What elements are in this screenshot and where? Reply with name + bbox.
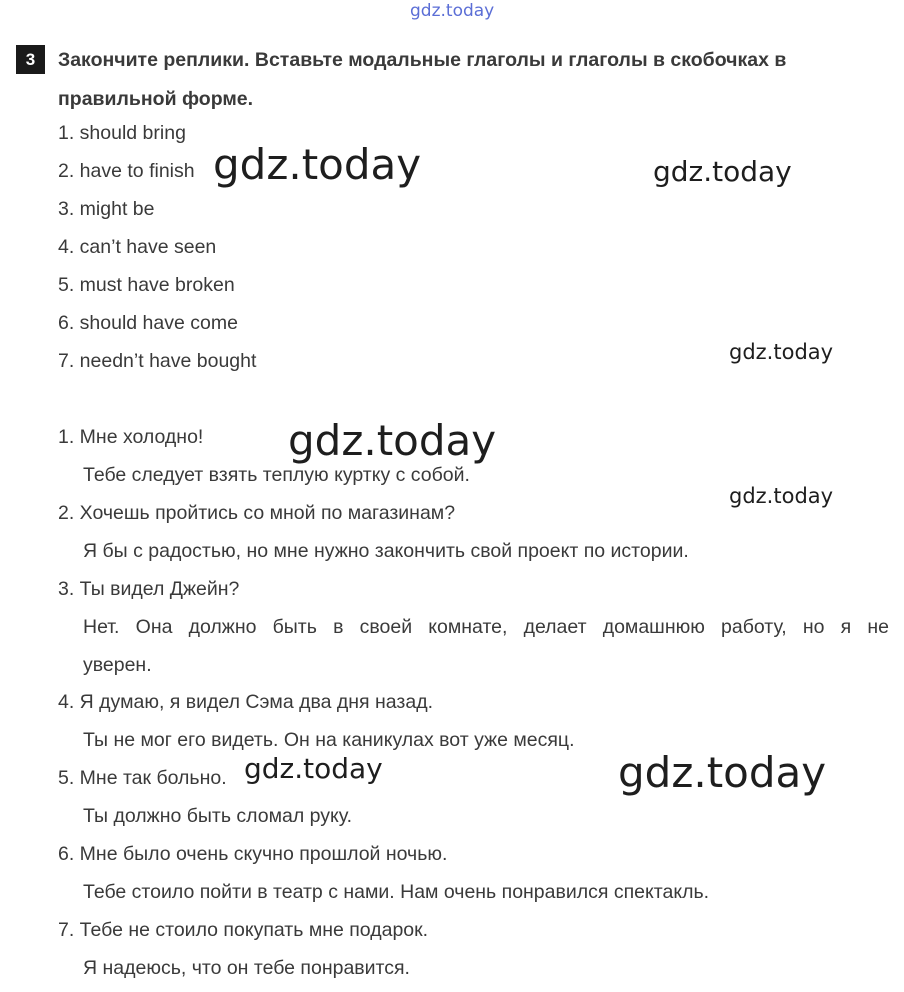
dialogue-question: 5. Мне так больно. [58,767,227,789]
answer-item: 2. have to finish [58,160,195,182]
dialogue-question: 2. Хочешь пройтись со мной по магазинам? [58,502,456,524]
dialogue-answer: Тебе стоило пойти в театр с нами. Нам очень понравился спектакль. [83,881,710,903]
watermark: gdz.today [729,484,834,508]
dialogue-answer-continued: уверен. [83,654,152,676]
dialogue-question: 1. Мне холодно! [58,426,204,448]
dialogue-answer: Ты должно быть сломал руку. [83,805,353,827]
answer-item: 7. needn’t have bought [58,350,257,372]
dialogue-answer: Я надеюсь, что он тебе понравится. [83,957,410,979]
answer-item: 3. might be [58,198,155,220]
dialogue-question: 7. Тебе не стоило покупать мне подарок. [58,919,429,941]
dialogue-answer: Ты не мог его видеть. Он на каникулах вот уже месяц. [83,729,575,751]
watermark: gdz.today [653,155,792,188]
watermark: gdz.today [729,340,834,364]
watermark-top: gdz.today [410,1,495,21]
watermark: gdz.today [618,748,827,797]
watermark: gdz.today [213,140,422,189]
dialogue-question: 3. Ты видел Джейн? [58,578,240,600]
dialogue-answer: Нет. Она должно быть в своей комнате, делает домашнюю работу, но я не [83,616,889,638]
dialogue-answer: Я бы с радостью, но мне нужно закончить свой проект по истории. [83,540,689,562]
watermark: gdz.today [288,416,497,465]
dialogue-question: 6. Мне было очень скучно прошлой ночью. [58,843,448,865]
answer-item: 4. can’t have seen [58,236,217,258]
watermark: gdz.today [244,752,383,785]
answer-item: 1. should bring [58,122,186,144]
dialogue-answer: Тебе следует взять теплую куртку с собой. [83,464,470,486]
task-number-badge: 3 [16,45,45,74]
answer-item: 6. should have come [58,312,238,334]
task-title: Закончите реплики. Вставьте модальные глаголы и глаголы в скобочках в правильной форме. [58,49,787,110]
dialogue-question: 4. Я думаю, я видел Сэма два дня назад. [58,691,433,713]
answer-item: 5. must have broken [58,274,235,296]
